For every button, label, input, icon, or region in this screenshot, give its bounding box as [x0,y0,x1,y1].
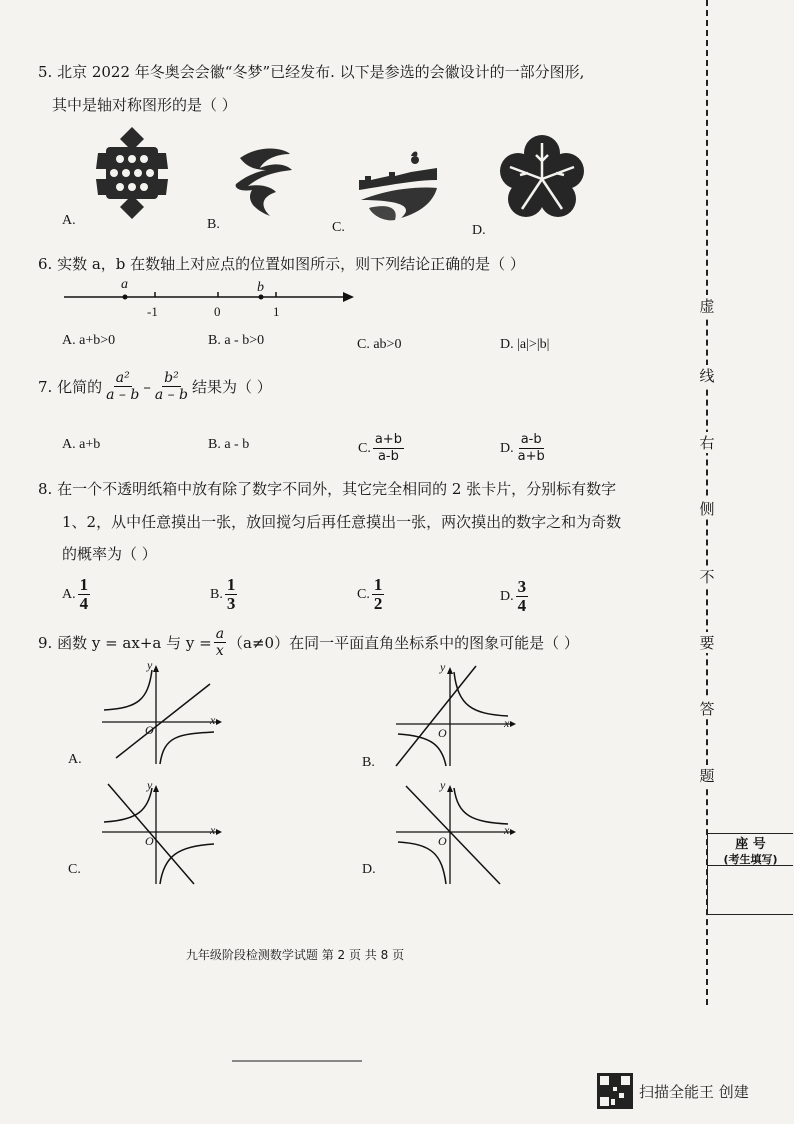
q8-option-a[interactable] [62,576,92,613]
q6-option-a[interactable]: A. a+b>0 [62,333,116,348]
q9-d-axis-y: y [440,778,446,792]
q9-d-axis-x: x [504,823,510,837]
q8-option-c-numerator: 1 [373,575,383,594]
q8-stem-line2: 1、2，从中任意摸出一张，放回搅匀后再任意摸出一张，两次摸出的数字之和为奇数 [62,513,622,531]
side-notice-char-4: 侧 [692,498,722,519]
bottom-divider [232,1060,362,1062]
q9-fraction-numerator: a [215,626,225,642]
q5-option-b-ribbon-figure [230,140,300,220]
seat-number-box[interactable] [707,833,793,915]
q7-option-a[interactable]: A. a+b [62,437,101,452]
q6-option-b[interactable]: B. a - b>0 [208,333,265,348]
scanner-watermark [597,1073,749,1109]
q9-b-axis-x: x [504,716,510,730]
seat-number-title: 座 号 [735,837,766,852]
q5-option-d-label[interactable]: D. [472,223,486,238]
q8-option-c[interactable] [357,576,386,613]
q7-fraction-1-numerator: a² [115,370,130,386]
q5-stem-line1: 5. 北京 2022 年冬奥会会徽“冬梦”已经发布. 以下是参选的会徽设计的一部分图形, [38,63,585,81]
q8-stem-line3: 的概率为（ ） [62,545,157,563]
q9-a-axis-x: x [210,713,216,727]
q9-a-origin: O [145,723,154,737]
q7-fraction-1 [104,370,141,403]
q6-stem: 6. 实数 a，b 在数轴上对应点的位置如图所示，则下列结论正确的是（ ） [38,255,525,273]
q8-option-b-numerator: 1 [226,575,236,594]
q9-option-c-label[interactable]: C. [68,862,81,877]
q9-option-b-graph [392,662,522,772]
q7-option-d[interactable] [500,432,549,465]
side-notice-char-6: 要 [692,632,722,653]
q7-option-d-label: D. [500,440,514,456]
q9-d-origin: O [438,834,447,848]
qr-code-icon [597,1073,633,1109]
q9-fraction-denominator: x [215,643,224,659]
q7-stem [38,370,272,403]
q7-fraction-1-denominator: a – b [106,387,140,403]
q8-option-c-label: C. [357,586,370,602]
q9-stem [38,626,579,659]
q7-option-d-denominator: a+b [517,449,545,464]
q5-option-a-snowflake-figure [92,125,172,221]
q6-tick-zero: 0 [214,304,221,319]
q8-option-d-numerator: 3 [517,577,527,596]
q9-option-a-graph [98,660,228,770]
q8-option-b[interactable] [210,576,239,613]
q7-option-d-numerator: a-b [520,432,542,447]
q9-option-a-label[interactable]: A. [68,752,82,767]
q5-option-d-flower-figure [500,135,584,221]
q7-lead: 7. 化简的 [38,377,103,396]
q9-c-origin: O [145,834,154,848]
q7-option-c-label: C. [358,440,371,456]
q9-option-c-graph [98,780,228,890]
seat-number-subtitle: (考生填写) [723,853,778,866]
q8-option-b-denominator: 3 [226,594,236,613]
q7-option-c[interactable] [358,432,406,465]
q6-point-a-label: a [121,277,128,292]
q9-b-origin: O [438,726,447,740]
q8-option-c-denominator: 2 [373,594,383,613]
q9-c-axis-x: x [210,823,216,837]
side-notice-char-2: 线 [692,365,722,386]
q9-option-b-label[interactable]: B. [362,755,375,770]
q8-option-d-label: D. [500,588,514,604]
side-notice-char-7: 答 [692,698,722,719]
q6-tick-minus-one: -1 [147,304,158,319]
q9-b-axis-y: y [440,660,446,674]
q7-option-b[interactable]: B. a - b [208,437,250,452]
q9-option-d-graph [392,780,522,890]
q8-option-a-label: A. [62,586,76,602]
page-footer: 九年级阶段检测数学试题 第 2 页 共 8 页 [185,948,405,962]
q7-fraction-2-numerator: b² [164,370,179,386]
seat-number-header [708,834,793,866]
q6-option-d[interactable]: D. |a|>|b| [500,337,550,352]
q5-option-c-great-wall-figure [355,150,440,225]
q9-c-axis-y: y [147,778,153,792]
q7-option-c-denominator: a-b [377,449,399,464]
q9-option-d-label[interactable]: D. [362,862,376,877]
q5-option-a-label[interactable]: A. [62,213,76,228]
q8-stem-line1: 8. 在一个不透明纸箱中放有除了数字不同外，其它完全相同的 2 张卡片，分别标有数字 [38,480,617,498]
side-notice-char-8: 题 [692,765,722,786]
q8-option-a-denominator: 4 [79,594,89,613]
q6-option-c[interactable]: C. ab>0 [357,337,402,352]
q6-number-line [58,275,358,320]
q5-option-b-label[interactable]: B. [207,217,220,232]
q7-tail: 结果为（ ） [192,377,272,396]
q7-minus-sign: – [143,377,151,396]
q8-option-d[interactable] [500,578,530,615]
q7-fraction-2 [153,370,190,403]
q7-fraction-2-denominator: a – b [154,387,189,403]
q9-a-axis-y: y [147,658,153,672]
q8-option-d-denominator: 4 [517,596,527,615]
q9-lead: 9. 函数 y = ax+a 与 y = [38,633,212,652]
side-notice-char-5: 不 [692,566,722,587]
scanner-watermark-text: 扫描全能王 创建 [639,1082,749,1101]
q6-point-b-label: b [257,280,264,295]
side-notice-char-1: 虚 [692,295,722,316]
q8-option-b-label: B. [210,586,223,602]
q8-option-a-numerator: 1 [79,575,89,594]
q9-tail: （a≠0）在同一平面直角坐标系中的图象可能是（ ） [228,633,579,652]
q5-option-c-label[interactable]: C. [332,220,345,235]
q7-option-c-numerator: a+b [374,432,402,447]
q5-stem-line2: 其中是轴对称图形的是（ ） [52,96,237,114]
q6-tick-one: 1 [273,304,280,319]
side-notice-char-3: 右 [692,432,722,453]
